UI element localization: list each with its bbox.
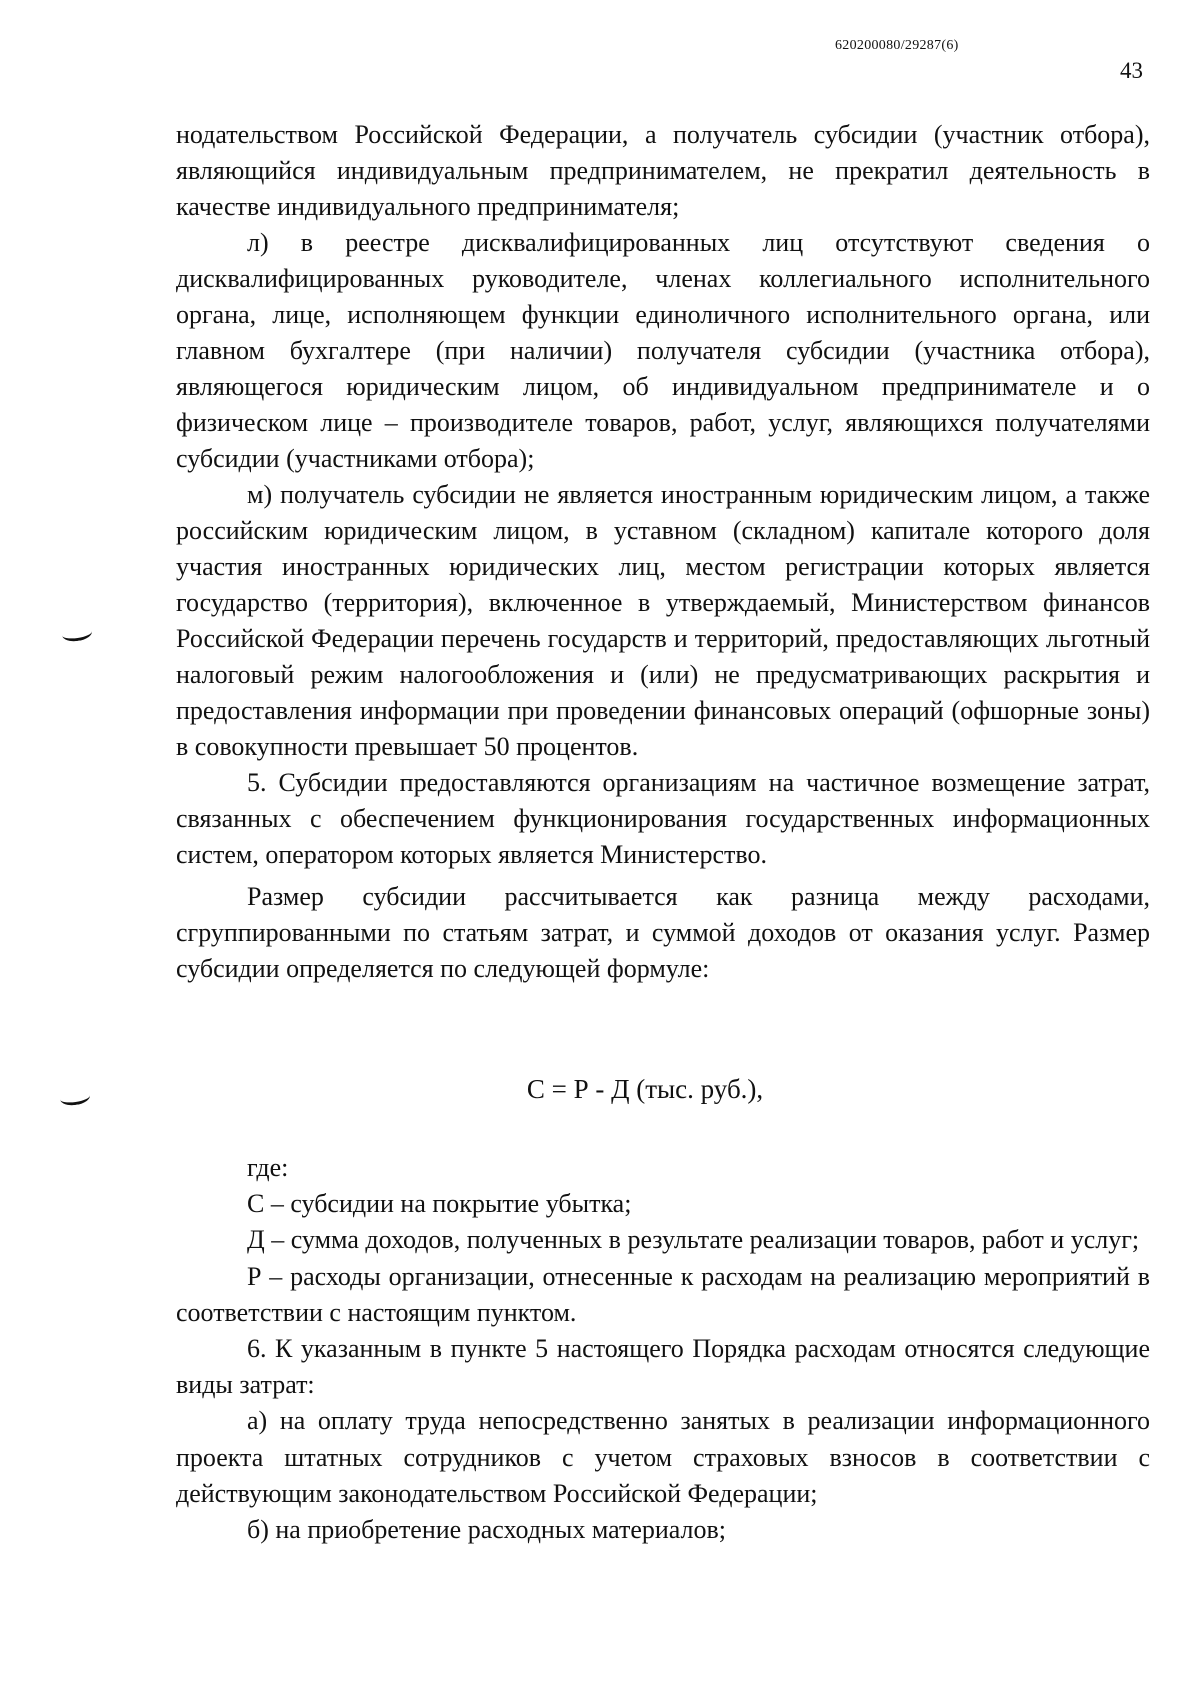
paragraph-clause-5: 5. Субсидии предоставляются организациям на частичное возмещение затрат, связанных с обеспечением функционирования государственных информационных систем, оператором которых является Министерство. bbox=[176, 768, 1150, 869]
document-body bbox=[176, 117, 1150, 987]
paragraph-item-a: а) на оплату труда непосредственно занятых в реализации информационного проекта штатных сотрудников с учетом страховых взносов в соответствии с действующим законодательством Российской Федерации; bbox=[176, 1406, 1150, 1508]
definition-r: Р – расходы организации, отнесенные к расходам на реализацию мероприятий в соответствии с настоящим пунктом. bbox=[176, 1261, 1150, 1327]
paragraph-item-m: м) получатель субсидии не является иностранным юридическим лицом, а также российским юридическим лицом, в уставном (складном) капитале которого доля участия иностранных юридических лиц, местом регистрации которых является государство (территория), включенное в утверждаемый, Министерством финансов Российской Федерации перечень государств и территорий, предоставляющих льготный налоговый режим налогообложения и (или) не предусматривающих раскрытия и предоставления информации при проведении финансовых операций (офшорные зоны) в совокупности превышает 50 процентов. bbox=[176, 480, 1150, 761]
paragraph-clause-6: 6. К указанным в пункте 5 настоящего Порядка расходам относятся следующие виды затрат: bbox=[176, 1334, 1150, 1400]
paragraph-item-l: л) в реестре дисквалифицированных лиц отсутствуют сведения о дисквалифицированных руководителе, членах коллегиального исполнительного органа, лице, исполняющем функции единоличного исполнительного органа, или главном бухгалтере (при наличии) получателя субсидии (участника отбора), являющегося юридическим лицом, об индивидуальном предпринимателе и о физическом лице – производителе товаров, работ, услуг, являющихся получателями субсидии (участниками отбора); bbox=[176, 228, 1150, 473]
document-body-continued bbox=[176, 1150, 1150, 1548]
definition-c: С – субсидии на покрытие убытка; bbox=[247, 1189, 632, 1219]
page-number: 43 bbox=[1120, 58, 1143, 83]
formula: С = Р - Д (тыс. руб.), bbox=[526, 1074, 764, 1104]
paragraph-continuation: нодательством Российской Федерации, а получатель субсидии (участник отбора), являющийся индивидуальным предпринимателем, не прекратил деятельность в качестве индивидуального предпринимателя; bbox=[176, 120, 1150, 221]
definition-d: Д – сумма доходов, полученных в результате реализации товаров, работ и услуг; bbox=[247, 1225, 1140, 1255]
formula-where: где: bbox=[247, 1153, 289, 1182]
document-id: 620200080/29287(6) bbox=[835, 38, 959, 53]
margin-mark bbox=[61, 624, 93, 643]
paragraph-item-b: б) на приобретение расходных материалов; bbox=[247, 1515, 727, 1545]
paragraph-subsidy-size: Размер субсидии рассчитывается как разница между расходами, сгруппированными по статьям затрат, и суммой доходов от оказания услуг. Размер субсидии определяется по следующей формуле: bbox=[176, 882, 1150, 983]
